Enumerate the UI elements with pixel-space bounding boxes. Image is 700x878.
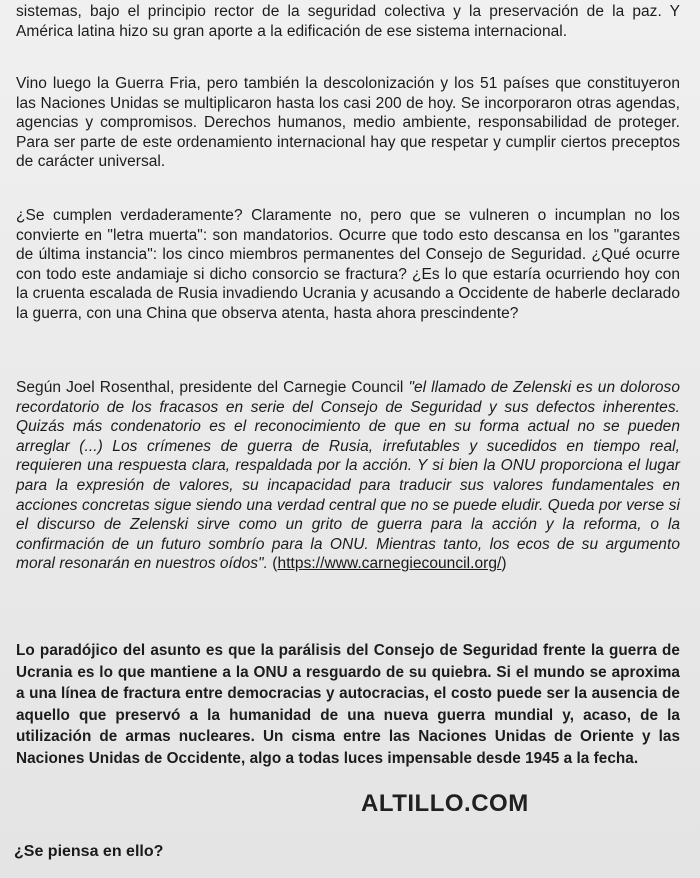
watermark: ALTILLO.COM (361, 790, 529, 817)
paragraph-5: Lo paradójico del asunto es que la parálisis del Consejo de Seguridad frente la guerra de Ucrania es lo que mantiene a la ONU a resguardo de su quiebra. Si el mundo se aproxima a una línea de fractura entre democracias y autocracias, el costo puede ser la ausencia de aquello que preservó a la humanidad de una nueva guerra mundial y, acaso, de la utilización de armas nucleares. Un cisma entre las Naciones Unidas de Oriente y las Naciones Unidas de Occidente, algo a todas luces impensable desde 1945 a la fecha. (16, 642, 680, 767)
carnegie-council-link[interactable]: https://www.carnegiecouncil.org/ (277, 555, 502, 573)
rosenthal-quote: "el llamado de Zelenski es un doloroso recordatorio de los fracasos en serie del Consejo de Seguridad y sus defectos inherentes. Quizás más condenatorio es el reconocimiento de que en su forma actual no se pueden arreglar (...) Los crímenes de guerra de Rusia, irrefutables y sucedidos en tiempo real, requieren una respuesta clara, respaldada por la acción. Y si bien la ONU proporciona el lugar para la expresión de valores, su incapacidad para traducir sus valores fundamentales en acciones concretas sigue siendo una verdad central que no se puede eludir. Queda por verse si el discurso de Zelenski sirve como un grito de guerra para la acción y la reforma, o la confirmación de un futuro sombrío para la ONU. Mientras tanto, los ecos de su argumento moral resonarán en nuestros oídos". (16, 379, 680, 573)
link-close-paren: ) (501, 555, 507, 573)
closing-question: ¿Se piensa en ello? (14, 843, 164, 860)
paragraph-3: ¿Se cumplen verdaderamente? Claramente no, pero que se vulneren o incumplan no los convierte en "letra muerta": son mandatorios. Ocurre que todo esto descansa en los "garantes de última instancia": los cinco miembros permanentes del Consejo de Seguridad. ¿Qué ocurre con todo este andamiaje si dicho consorcio se fractura? ¿Es lo que estaría ocurriendo hoy con la cruenta escalada de Rusia invadiendo Ucrania y acusando a Occidente de haberle declarado la guerra, con una China que observa atenta, hasta ahora prescindente? (16, 207, 680, 322)
link-open-paren: ( (267, 555, 278, 573)
paragraph-4-intro: Según Joel Rosenthal, presidente del Carnegie Council (16, 379, 409, 396)
paragraph-1: sistemas, bajo el principio rector de la seguridad colectiva y la preservación de la paz. Y América latina hizo su gran aporte a la edificación de ese sistema internacional. (16, 3, 680, 40)
paragraph-4 (16, 378, 680, 574)
paragraph-2: Vino luego la Guerra Fria, pero también la descolonización y los 51 países que constituyeron las Naciones Unidas se multiplicaron hasta los casi 200 de hoy. Se incorporaron otras agendas, agencias y compromisos. Derechos humanos, medio ambiente, responsabilidad de proteger. Para ser parte de este ordenamiento internacional hay que respetar y cumplir ciertos preceptos de carácter universal. (16, 75, 680, 171)
